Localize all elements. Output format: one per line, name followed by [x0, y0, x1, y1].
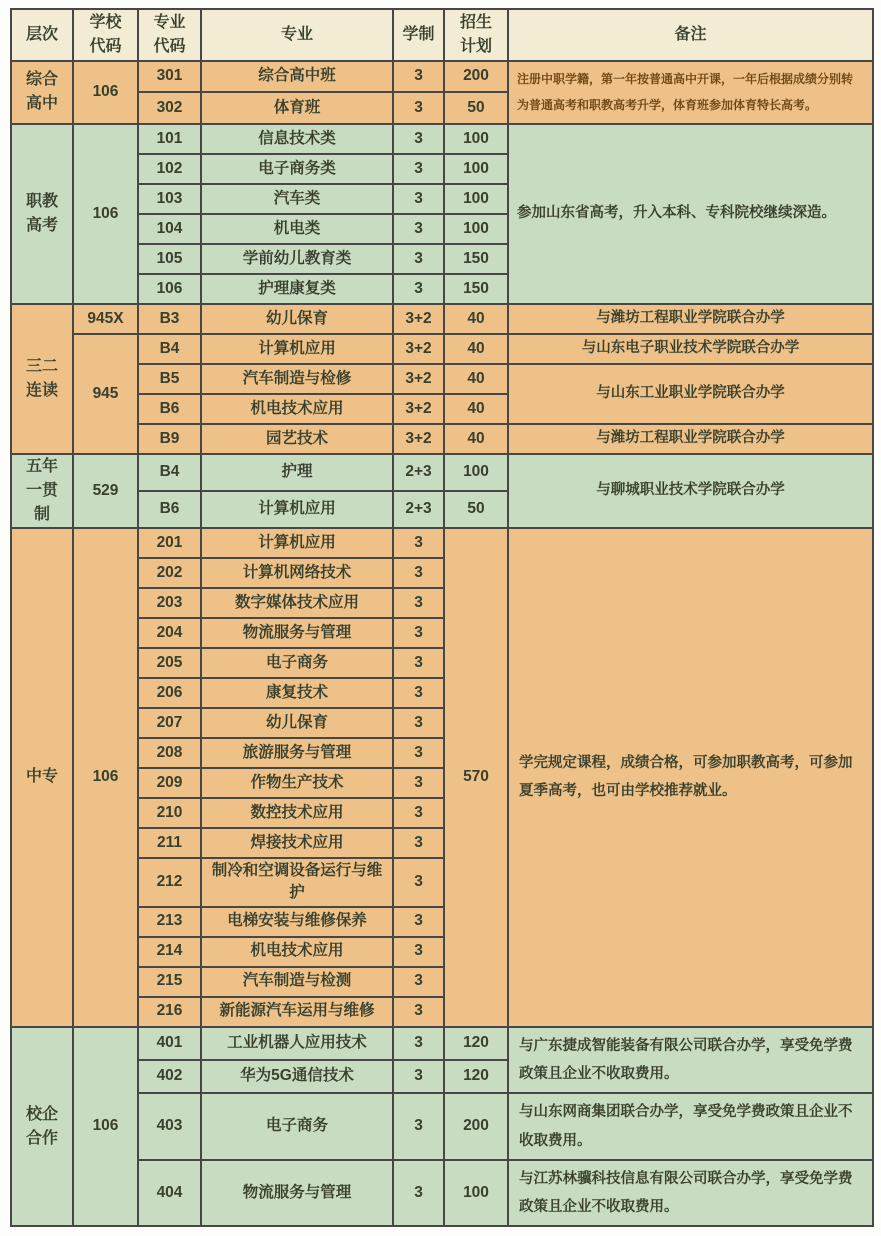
plan-cell: 570 — [444, 528, 508, 1027]
major-code-cell: 213 — [138, 907, 201, 937]
duration-cell: 3 — [393, 184, 444, 214]
major-code-cell: 209 — [138, 768, 201, 798]
major-cell: 数控技术应用 — [201, 798, 393, 828]
major-code-cell: 103 — [138, 184, 201, 214]
duration-cell: 2+3 — [393, 454, 444, 491]
remark-cell: 与山东电子职业技术学院联合办学 — [508, 334, 873, 364]
major-code-cell: 402 — [138, 1060, 201, 1093]
level-cell — [11, 304, 73, 454]
plan-cell: 200 — [444, 1093, 508, 1160]
table-row — [11, 454, 873, 491]
level-cell — [11, 124, 73, 304]
level-label: 五年一贯制 — [25, 457, 58, 523]
remark-cell: 与山东网商集团联合办学，享受免学费政策且企业不收取费用。 — [508, 1093, 873, 1160]
major-cell: 电子商务 — [201, 1093, 393, 1160]
plan-cell: 120 — [444, 1027, 508, 1060]
major-code-cell: 404 — [138, 1160, 201, 1227]
level-label: 综合高中 — [25, 71, 58, 113]
remark-cell: 与山东工业职业学院联合办学 — [508, 364, 873, 424]
duration-cell: 3 — [393, 738, 444, 768]
major-cell: 华为5G通信技术 — [201, 1060, 393, 1093]
duration-cell: 3 — [393, 588, 444, 618]
duration-cell: 2+3 — [393, 491, 444, 528]
column-header-4: 学制 — [393, 9, 444, 61]
plan-cell: 200 — [444, 61, 508, 92]
major-cell: 计算机应用 — [201, 334, 393, 364]
major-code-cell: B9 — [138, 424, 201, 454]
major-cell: 体育班 — [201, 92, 393, 123]
remark-cell: 参加山东省高考，升入本科、专科院校继续深造。 — [508, 124, 873, 304]
level-label: 中专 — [25, 768, 58, 786]
major-code-cell: 106 — [138, 274, 201, 304]
duration-cell: 3 — [393, 61, 444, 92]
remark-cell: 注册中职学籍，第一年按普通高中开课，一年后根据成绩分别转为普通高考和职教高考升学，体育班参加体育特长高考。 — [508, 61, 873, 124]
table-row — [11, 364, 873, 394]
duration-cell: 3+2 — [393, 364, 444, 394]
major-cell: 作物生产技术 — [201, 768, 393, 798]
major-cell: 机电技术应用 — [201, 937, 393, 967]
major-code-cell: B4 — [138, 454, 201, 491]
column-header-label: 专业代码 — [153, 14, 186, 55]
major-code-cell: 203 — [138, 588, 201, 618]
level-cell — [11, 61, 73, 124]
plan-cell: 100 — [444, 1160, 508, 1227]
school-code-cell: 106 — [73, 124, 138, 304]
major-cell: 汽车类 — [201, 184, 393, 214]
duration-cell: 3 — [393, 937, 444, 967]
table-row — [11, 1160, 873, 1227]
remark-cell: 与聊城职业技术学院联合办学 — [508, 454, 873, 528]
duration-cell: 3 — [393, 528, 444, 558]
duration-cell: 3 — [393, 1060, 444, 1093]
duration-cell: 3 — [393, 967, 444, 997]
duration-cell: 3 — [393, 1160, 444, 1227]
column-header-6: 备注 — [508, 9, 873, 61]
major-cell: 物流服务与管理 — [201, 618, 393, 648]
major-cell: 焊接技术应用 — [201, 828, 393, 858]
duration-cell: 3 — [393, 558, 444, 588]
column-header-0: 层次 — [11, 9, 73, 61]
major-cell: 幼儿保育 — [201, 304, 393, 334]
major-cell: 电子商务类 — [201, 154, 393, 184]
major-cell: 制冷和空调设备运行与维护 — [201, 858, 393, 907]
major-code-cell: B6 — [138, 394, 201, 424]
major-cell: 汽车制造与检修 — [201, 364, 393, 394]
table-row — [11, 61, 873, 92]
major-cell: 护理 — [201, 454, 393, 491]
major-code-cell: B3 — [138, 304, 201, 334]
major-cell: 新能源汽车运用与维修 — [201, 997, 393, 1027]
major-code-cell: B6 — [138, 491, 201, 528]
major-cell: 学前幼儿教育类 — [201, 244, 393, 274]
column-header-label: 招生计划 — [459, 14, 492, 55]
major-code-cell: 302 — [138, 92, 201, 123]
school-code-cell: 106 — [73, 61, 138, 124]
major-code-cell: 216 — [138, 997, 201, 1027]
major-cell: 幼儿保育 — [201, 708, 393, 738]
duration-cell: 3 — [393, 648, 444, 678]
table-body — [11, 61, 873, 1226]
major-code-cell: 301 — [138, 61, 201, 92]
level-label: 校企合作 — [25, 1105, 58, 1147]
table-row — [11, 424, 873, 454]
plan-cell: 100 — [444, 154, 508, 184]
major-code-cell: 401 — [138, 1027, 201, 1060]
major-code-cell: 214 — [138, 937, 201, 967]
table-row — [11, 124, 873, 154]
level-cell — [11, 1027, 73, 1227]
level-label: 职教高考 — [25, 192, 58, 234]
major-code-cell: 204 — [138, 618, 201, 648]
table-row — [11, 334, 873, 364]
major-cell: 计算机应用 — [201, 491, 393, 528]
major-cell: 计算机应用 — [201, 528, 393, 558]
plan-cell: 100 — [444, 184, 508, 214]
duration-cell: 3 — [393, 828, 444, 858]
major-code-cell: B4 — [138, 334, 201, 364]
major-code-cell: 210 — [138, 798, 201, 828]
major-code-cell: 403 — [138, 1093, 201, 1160]
plan-cell: 100 — [444, 124, 508, 154]
plan-cell: 150 — [444, 244, 508, 274]
major-cell: 机电技术应用 — [201, 394, 393, 424]
enrollment-plan-table — [10, 8, 874, 1227]
column-header-label: 学校代码 — [89, 14, 122, 55]
header-row — [11, 9, 873, 61]
major-cell: 计算机网络技术 — [201, 558, 393, 588]
major-cell: 护理康复类 — [201, 274, 393, 304]
major-cell: 数字媒体技术应用 — [201, 588, 393, 618]
major-code-cell: 206 — [138, 678, 201, 708]
duration-cell: 3 — [393, 798, 444, 828]
major-cell: 物流服务与管理 — [201, 1160, 393, 1227]
plan-cell: 50 — [444, 491, 508, 528]
plan-cell: 120 — [444, 1060, 508, 1093]
major-cell: 电梯安装与维修保养 — [201, 907, 393, 937]
column-header-2 — [138, 9, 201, 61]
school-code-cell: 106 — [73, 528, 138, 1027]
column-header-3: 专业 — [201, 9, 393, 61]
school-code-cell: 529 — [73, 454, 138, 528]
plan-cell: 100 — [444, 454, 508, 491]
remark-cell: 与广东捷成智能装备有限公司联合办学，享受免学费政策且企业不收取费用。 — [508, 1027, 873, 1094]
table-row — [11, 304, 873, 334]
plan-cell: 40 — [444, 394, 508, 424]
level-cell — [11, 454, 73, 528]
major-code-cell: 205 — [138, 648, 201, 678]
major-cell: 康复技术 — [201, 678, 393, 708]
duration-cell: 3 — [393, 708, 444, 738]
school-code-cell: 945 — [73, 334, 138, 454]
duration-cell: 3 — [393, 124, 444, 154]
major-code-cell: 208 — [138, 738, 201, 768]
duration-cell: 3 — [393, 154, 444, 184]
duration-cell: 3 — [393, 1093, 444, 1160]
major-cell: 电子商务 — [201, 648, 393, 678]
remark-cell: 与潍坊工程职业学院联合办学 — [508, 424, 873, 454]
level-label: 三二连读 — [25, 357, 58, 399]
plan-cell: 40 — [444, 334, 508, 364]
school-code-cell: 106 — [73, 1027, 138, 1227]
major-code-cell: 102 — [138, 154, 201, 184]
duration-cell: 3 — [393, 997, 444, 1027]
major-code-cell: 215 — [138, 967, 201, 997]
plan-cell: 100 — [444, 214, 508, 244]
table-row — [11, 1027, 873, 1060]
duration-cell: 3 — [393, 678, 444, 708]
duration-cell: 3 — [393, 907, 444, 937]
plan-cell: 150 — [444, 274, 508, 304]
duration-cell: 3 — [393, 274, 444, 304]
major-cell: 汽车制造与检测 — [201, 967, 393, 997]
major-cell: 工业机器人应用技术 — [201, 1027, 393, 1060]
major-code-cell: 211 — [138, 828, 201, 858]
table-row — [11, 1093, 873, 1160]
major-cell: 机电类 — [201, 214, 393, 244]
major-code-cell: B5 — [138, 364, 201, 394]
remark-cell: 与潍坊工程职业学院联合办学 — [508, 304, 873, 334]
major-code-cell: 207 — [138, 708, 201, 738]
plan-cell: 40 — [444, 364, 508, 394]
table-row — [11, 528, 873, 558]
major-cell: 综合高中班 — [201, 61, 393, 92]
duration-cell: 3+2 — [393, 334, 444, 364]
major-code-cell: 201 — [138, 528, 201, 558]
major-code-cell: 212 — [138, 858, 201, 907]
duration-cell: 3 — [393, 858, 444, 907]
major-code-cell: 104 — [138, 214, 201, 244]
level-cell — [11, 528, 73, 1027]
school-code-cell: 945X — [73, 304, 138, 334]
duration-cell: 3+2 — [393, 304, 444, 334]
duration-cell: 3 — [393, 92, 444, 123]
major-cell: 园艺技术 — [201, 424, 393, 454]
major-cell: 信息技术类 — [201, 124, 393, 154]
table-header — [11, 9, 873, 61]
major-code-cell: 105 — [138, 244, 201, 274]
column-header-1 — [73, 9, 138, 61]
remark-cell: 与江苏林骥科技信息有限公司联合办学，享受免学费政策且企业不收取费用。 — [508, 1160, 873, 1227]
duration-cell: 3 — [393, 618, 444, 648]
major-code-cell: 202 — [138, 558, 201, 588]
major-cell: 旅游服务与管理 — [201, 738, 393, 768]
major-code-cell: 101 — [138, 124, 201, 154]
plan-cell: 40 — [444, 424, 508, 454]
duration-cell: 3+2 — [393, 424, 444, 454]
duration-cell: 3 — [393, 244, 444, 274]
remark-cell: 学完规定课程，成绩合格，可参加职教高考，可参加夏季高考，也可由学校推荐就业。 — [508, 528, 873, 1027]
duration-cell: 3 — [393, 214, 444, 244]
plan-cell: 50 — [444, 92, 508, 123]
duration-cell: 3 — [393, 768, 444, 798]
plan-cell: 40 — [444, 304, 508, 334]
column-header-5 — [444, 9, 508, 61]
duration-cell: 3 — [393, 1027, 444, 1060]
duration-cell: 3+2 — [393, 394, 444, 424]
